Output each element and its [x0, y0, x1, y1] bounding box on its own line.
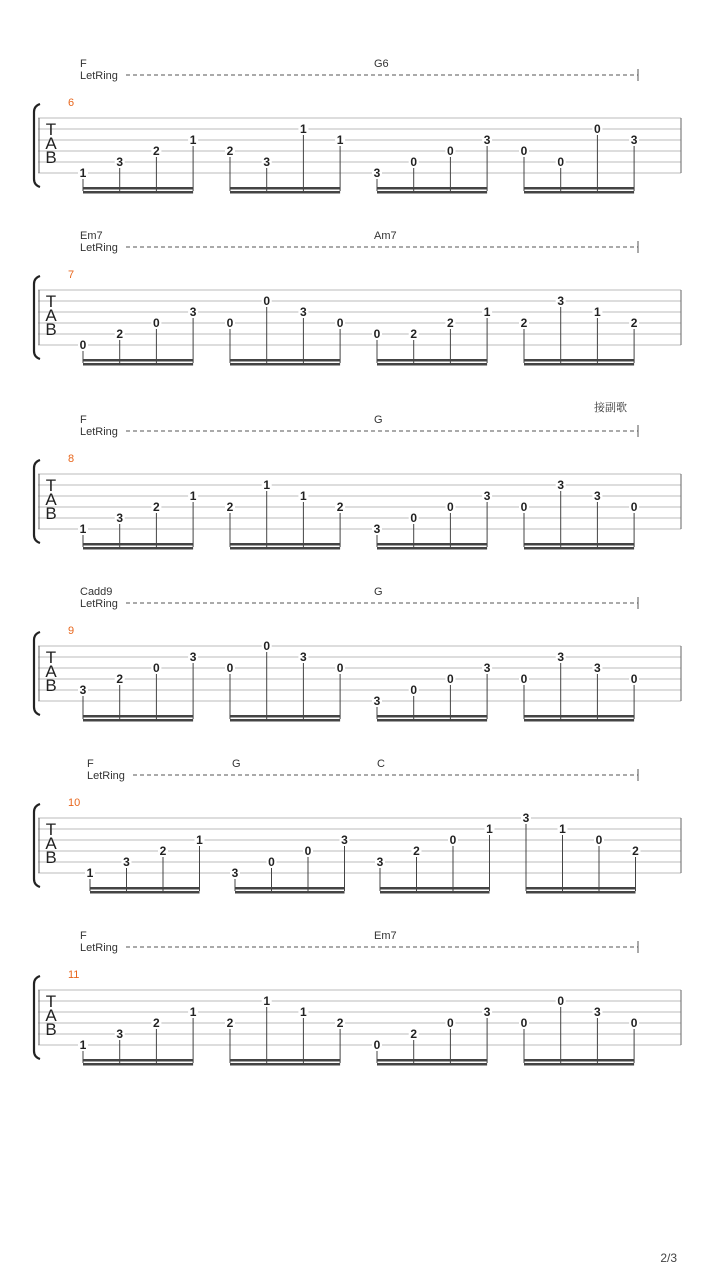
fret-number: 1: [300, 489, 307, 503]
beam: [230, 719, 340, 722]
beam: [524, 359, 634, 362]
fret-number: 0: [336, 316, 344, 330]
beam: [230, 547, 340, 550]
beam: [380, 887, 490, 890]
fret-number: 0: [520, 144, 528, 158]
fret-number: 3: [557, 478, 565, 492]
beam: [377, 1063, 487, 1066]
fret-number: 1: [86, 866, 94, 880]
fret-number: 3: [483, 661, 491, 675]
chord-name: Em7: [374, 930, 397, 942]
fret-number: 3: [263, 155, 271, 169]
page-number: 2/3: [660, 1251, 677, 1265]
tab-clef-letter: T: [45, 120, 57, 139]
fret-number: 0: [373, 327, 381, 341]
fret-number: 3: [483, 489, 491, 503]
beam: [524, 547, 634, 550]
fret-number: 2: [447, 316, 454, 330]
fret-number: 0: [595, 833, 603, 847]
tab-clef-letter: B: [45, 676, 57, 695]
fret-number: 1: [79, 522, 87, 536]
fret-number: 1: [196, 833, 203, 847]
beam: [377, 543, 487, 546]
beam: [230, 715, 340, 718]
fret-number: 1: [189, 489, 197, 503]
fret-number: 3: [116, 1027, 124, 1041]
fret-number: 2: [153, 144, 160, 158]
tab-clef-letter: A: [45, 1006, 57, 1025]
fret-number: 2: [116, 327, 124, 341]
beam: [83, 719, 193, 722]
beam: [526, 891, 636, 894]
fret-number: 0: [410, 155, 418, 169]
fret-number: 3: [594, 661, 601, 675]
beam: [230, 1063, 340, 1066]
fret-number: 3: [123, 855, 130, 869]
let-ring-label: LetRing: [80, 426, 118, 438]
beam: [377, 547, 487, 550]
fret-number: 3: [557, 650, 565, 664]
beam: [377, 1059, 487, 1062]
beam: [90, 887, 200, 890]
beam: [524, 1059, 634, 1062]
beam: [235, 887, 345, 890]
beam: [377, 715, 487, 718]
beam: [235, 891, 345, 894]
fret-number: 3: [341, 833, 348, 847]
beam: [83, 1063, 193, 1066]
fret-number: 0: [557, 155, 565, 169]
measure-number: 6: [68, 97, 75, 109]
tab-clef-letter: T: [45, 476, 57, 495]
beam: [526, 887, 636, 890]
fret-number: 0: [410, 511, 418, 525]
beam: [230, 1059, 340, 1062]
fret-number: 3: [594, 489, 601, 503]
beam: [524, 187, 634, 190]
beam: [230, 543, 340, 546]
chord-name: F: [80, 58, 87, 70]
fret-number: 1: [189, 1005, 197, 1019]
beam: [524, 715, 634, 718]
chord-name: G: [374, 586, 383, 598]
fret-number: 2: [410, 327, 418, 341]
tab-clef-letter: A: [45, 662, 57, 681]
fret-number: 0: [153, 316, 160, 330]
beam: [377, 187, 487, 190]
chord-name: Em7: [80, 230, 103, 242]
fret-number: 2: [632, 844, 639, 858]
fret-number: 2: [413, 844, 420, 858]
fret-number: 1: [263, 994, 271, 1008]
chord-name: Cadd9: [80, 586, 113, 598]
measure-number: 9: [68, 625, 75, 637]
fret-number: 2: [226, 1016, 234, 1030]
beam: [83, 363, 193, 366]
fret-number: 2: [226, 144, 234, 158]
tab-clef-letter: A: [45, 306, 57, 325]
fret-number: 0: [630, 672, 638, 686]
beam: [83, 359, 193, 362]
fret-number: 3: [189, 650, 197, 664]
measure-number: 8: [68, 453, 75, 465]
fret-number: 0: [263, 294, 271, 308]
tab-clef-letter: A: [45, 490, 57, 509]
beam: [230, 359, 340, 362]
fret-number: 2: [116, 672, 124, 686]
fret-number: 0: [447, 672, 454, 686]
fret-number: 2: [336, 500, 344, 514]
beam: [230, 191, 340, 194]
fret-number: 3: [79, 683, 87, 697]
fret-number: 0: [336, 661, 344, 675]
beam: [524, 719, 634, 722]
fret-number: 3: [483, 133, 491, 147]
fret-number: 0: [630, 1016, 638, 1030]
fret-number: 1: [336, 133, 344, 147]
fret-number: 3: [630, 133, 638, 147]
fret-number: 3: [189, 305, 197, 319]
beam: [83, 187, 193, 190]
fret-number: 0: [449, 833, 457, 847]
fret-number: 1: [486, 822, 493, 836]
fret-number: 3: [116, 511, 124, 525]
fret-number: 2: [159, 844, 167, 858]
tab-clef-letter: T: [45, 992, 57, 1011]
fret-number: 0: [226, 316, 234, 330]
fret-number: 1: [559, 822, 566, 836]
tab-clef-letter: B: [45, 148, 57, 167]
fret-number: 1: [594, 305, 601, 319]
section-annotation: 接副歌: [594, 401, 627, 414]
beam: [524, 191, 634, 194]
tab-clef-letter: T: [45, 292, 57, 311]
fret-number: 0: [447, 1016, 454, 1030]
fret-number: 2: [226, 500, 234, 514]
fret-number: 3: [522, 811, 530, 825]
beam: [377, 359, 487, 362]
tab-clef-letter: B: [45, 1020, 57, 1039]
fret-number: 3: [300, 650, 307, 664]
measure-number: 11: [68, 969, 80, 981]
fret-number: 3: [373, 166, 381, 180]
let-ring-label: LetRing: [80, 70, 118, 82]
fret-number: 0: [594, 122, 601, 136]
beam: [524, 363, 634, 366]
beam: [83, 715, 193, 718]
fret-number: 1: [483, 305, 491, 319]
measure-number: 7: [68, 269, 75, 281]
fret-number: 3: [116, 155, 124, 169]
let-ring-label: LetRing: [87, 770, 125, 782]
fret-number: 1: [79, 1038, 87, 1052]
fret-number: 0: [410, 683, 418, 697]
fret-number: 3: [376, 855, 384, 869]
fret-number: 3: [594, 1005, 601, 1019]
let-ring-label: LetRing: [80, 242, 118, 254]
chord-name: G: [374, 414, 383, 426]
measure-number: 10: [68, 797, 81, 809]
fret-number: 0: [520, 672, 528, 686]
fret-number: 3: [373, 694, 381, 708]
fret-number: 0: [557, 994, 565, 1008]
beam: [83, 547, 193, 550]
fret-number: 1: [263, 478, 271, 492]
beam: [524, 543, 634, 546]
let-ring-label: LetRing: [80, 942, 118, 954]
beam: [83, 1059, 193, 1062]
fret-number: 2: [153, 1016, 160, 1030]
chord-name: G: [232, 758, 241, 770]
fret-number: 2: [630, 316, 638, 330]
beam: [83, 543, 193, 546]
tab-clef-letter: B: [45, 320, 57, 339]
fret-number: 0: [373, 1038, 381, 1052]
fret-number: 3: [557, 294, 565, 308]
beam: [377, 719, 487, 722]
beam: [524, 1063, 634, 1066]
chord-name: F: [80, 930, 87, 942]
fret-number: 1: [300, 122, 307, 136]
chord-name: F: [87, 758, 94, 770]
tab-clef-letter: A: [45, 134, 57, 153]
tab-clef-letter: B: [45, 848, 57, 867]
fret-number: 0: [263, 639, 271, 653]
fret-number: 0: [226, 661, 234, 675]
fret-number: 1: [189, 133, 197, 147]
chord-name: F: [80, 414, 87, 426]
let-ring-label: LetRing: [80, 598, 118, 610]
fret-number: 0: [79, 338, 87, 352]
beam: [90, 891, 200, 894]
beam: [380, 891, 490, 894]
chord-name: C: [377, 758, 385, 770]
fret-number: 3: [483, 1005, 491, 1019]
fret-number: 2: [153, 500, 160, 514]
tab-clef-letter: T: [45, 648, 57, 667]
fret-number: 1: [79, 166, 87, 180]
fret-number: 3: [373, 522, 381, 536]
fret-number: 2: [410, 1027, 418, 1041]
tab-clef-letter: T: [45, 820, 57, 839]
fret-number: 2: [336, 1016, 344, 1030]
fret-number: 3: [231, 866, 239, 880]
fret-number: 1: [300, 1005, 307, 1019]
tab-clef-letter: A: [45, 834, 57, 853]
beam: [377, 191, 487, 194]
tab-clef-letter: B: [45, 504, 57, 523]
chord-name: Am7: [374, 230, 397, 242]
fret-number: 0: [153, 661, 160, 675]
fret-number: 2: [520, 316, 528, 330]
beam: [230, 363, 340, 366]
fret-number: 0: [630, 500, 638, 514]
fret-number: 0: [268, 855, 275, 869]
chord-name: G6: [374, 58, 389, 70]
fret-number: 0: [520, 1016, 528, 1030]
fret-number: 0: [447, 144, 454, 158]
beam: [377, 363, 487, 366]
beam: [83, 191, 193, 194]
fret-number: 3: [300, 305, 307, 319]
fret-number: 0: [304, 844, 312, 858]
fret-number: 0: [520, 500, 528, 514]
fret-number: 0: [447, 500, 454, 514]
beam: [230, 187, 340, 190]
